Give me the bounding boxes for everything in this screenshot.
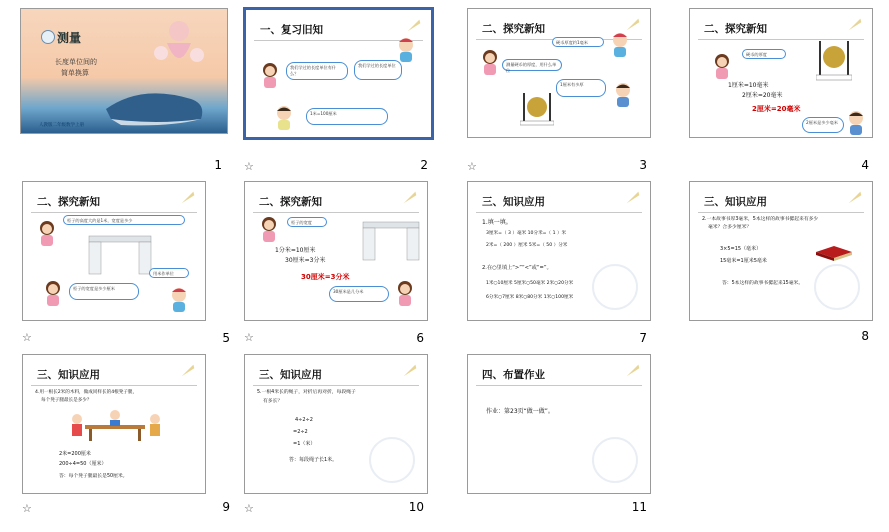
quill-icon: [846, 188, 864, 206]
slide-thumbnail-2[interactable]: [244, 8, 454, 172]
slide-title: 三、知识应用: [704, 196, 767, 208]
title-divider: [253, 212, 419, 213]
quill-icon: [624, 188, 642, 206]
title-divider: [476, 212, 642, 213]
solution-line: 3×5=15（毫米）: [720, 246, 762, 252]
speech-bubble: 2厘米是多少毫米: [802, 117, 844, 133]
slide-9-preview[interactable]: [22, 354, 206, 494]
slide-title: 三、知识应用: [259, 369, 322, 381]
slide-transition-star-icon[interactable]: ☆: [244, 502, 254, 515]
exercise-heading: 2.在○里填上“>”“<”或“=”。: [482, 265, 552, 271]
slide-title: 二、探究新知: [704, 23, 767, 35]
girl-illustration: [169, 286, 189, 312]
title-divider: [253, 385, 419, 386]
exercise-heading: 1.填一填。: [482, 219, 512, 226]
quill-icon: [179, 361, 197, 379]
slide-thumbnail-11[interactable]: [467, 354, 677, 518]
quill-icon: [401, 188, 419, 206]
slide-number: 10: [408, 500, 424, 514]
title-divider: [31, 385, 197, 386]
equation-line: 1分米=10厘米: [275, 247, 316, 254]
girl-illustration: [396, 36, 416, 62]
slide-thumbnail-4[interactable]: [689, 8, 889, 172]
coin-ruler-illustration: [520, 91, 554, 127]
girl-illustration: [260, 62, 280, 88]
slide-number: 9: [222, 500, 230, 514]
solution-line: 15毫米=1厘米5毫米: [720, 258, 767, 264]
slide-title: 一、复习旧知: [260, 24, 323, 36]
speech-bubble: 硬币厚度约1毫米: [552, 37, 604, 47]
homework-text: 作业：第23页“做一做”。: [486, 408, 554, 415]
problem-text: 5.一根4米长的绳子，对折后再对折，每段绳子: [257, 390, 356, 395]
problem-text: 每个凳子腿最长是多少？: [41, 398, 92, 403]
slide-number: 7: [639, 331, 647, 345]
slide-3-preview[interactable]: [467, 8, 651, 138]
highlighted-answer: 2厘米=20毫米: [752, 105, 801, 113]
speech-bubble: 柜子的宽度: [287, 217, 327, 227]
slide-6-preview[interactable]: [244, 181, 428, 321]
speech-bubble: 用米作单位: [149, 268, 189, 278]
slide-7-preview[interactable]: [467, 181, 651, 321]
equation-line: 30厘米=3分米: [285, 257, 326, 264]
slide-1-badge-icon: [41, 30, 55, 44]
coin-ruler-illustration: [816, 39, 852, 83]
slide-thumbnail-5[interactable]: [22, 181, 232, 345]
slide-title: 二、探究新知: [482, 23, 545, 35]
slide-thumbnail-1[interactable]: [20, 8, 230, 172]
exercise-row: 1米○10厘米 5厘米○50毫米 2米○20分米: [486, 281, 574, 286]
slide-number: 4: [861, 158, 869, 172]
slide-transition-star-icon[interactable]: ☆: [467, 160, 477, 173]
solution-line: =2÷2: [293, 429, 308, 435]
boy-illustration: [274, 104, 294, 130]
quill-icon: [179, 188, 197, 206]
solution-line: 200÷4=50（厘米）: [59, 461, 107, 467]
girl-illustration: [37, 220, 57, 246]
cabinet-illustration: [85, 230, 155, 276]
title-divider: [698, 212, 864, 213]
title-divider: [31, 212, 197, 213]
girl-illustration: [712, 53, 732, 79]
slide-title: 三、知识应用: [482, 196, 545, 208]
speech-bubble: 1厘米有多厚: [556, 79, 606, 97]
speech-bubble: 我们学过的长度单位有什么？: [286, 62, 348, 80]
problem-text: 2.一本故事书厚3毫米，5本这样的故事书摞起来有多少: [702, 217, 819, 222]
slide-number: 8: [861, 329, 869, 343]
quill-icon: [624, 361, 642, 379]
slide-number: 1: [214, 158, 222, 172]
slide-1-preview[interactable]: [20, 8, 228, 134]
answer-line: 答：每段绳子长1米。: [289, 457, 338, 463]
highlighted-answer: 30厘米=3分米: [301, 273, 350, 281]
girl-illustration: [43, 280, 63, 306]
equation-line: 1厘米=10毫米: [728, 82, 769, 89]
speech-bubble: 1米=100厘米: [306, 108, 388, 125]
speech-bubble: 30厘米是几分米: [329, 286, 389, 302]
slide-thumbnail-7[interactable]: [467, 181, 677, 345]
speech-bubble: 柜子的高度大约是1米，宽度是多少: [63, 215, 185, 225]
title-divider: [476, 385, 642, 386]
answer-line: 答：5本这样的故事书摞起来15毫米。: [722, 281, 804, 286]
slide-10-preview[interactable]: [244, 354, 428, 494]
slide-title: 二、探究新知: [259, 196, 322, 208]
slide-1-subtitle-1: 长度单位间的: [55, 58, 97, 66]
exercise-row: 6分米○7厘米 8米○80分米 1米○100厘米: [486, 295, 574, 300]
slide-4-preview[interactable]: [689, 8, 873, 138]
equation-line: 2厘米=20毫米: [742, 92, 783, 99]
slide-number: 6: [416, 331, 424, 345]
carpentry-illustration: [65, 409, 165, 443]
slide-number: 2: [420, 158, 428, 172]
problem-text: 毫米？合多少厘米？: [708, 225, 752, 230]
slide-thumbnail-3[interactable]: [467, 8, 677, 172]
slide-transition-star-icon[interactable]: ☆: [22, 502, 32, 515]
slide-title: 四、布置作业: [482, 369, 545, 381]
slide-title: 二、探究新知: [37, 196, 100, 208]
slide-number: 11: [631, 500, 647, 514]
exercise-row: 2米=（ 200 ）厘米 5米=（ 50 ）分米: [486, 243, 568, 248]
watermark-logo-icon: [592, 264, 638, 310]
slide-2-preview[interactable]: [243, 7, 434, 140]
speech-bubble: 我们学过的长度单位: [354, 60, 402, 80]
slide-thumbnail-9[interactable]: [22, 354, 232, 518]
quill-icon: [405, 16, 423, 34]
girl-illustration: [480, 49, 500, 75]
slide-1-footer: 人教版二年级数学上册: [39, 123, 84, 128]
slide-thumbnail-10[interactable]: [244, 354, 454, 518]
slide-1-subtitle-2: 简单换算: [61, 69, 89, 77]
solution-line: 2米=200厘米: [59, 451, 91, 457]
slide-transition-star-icon[interactable]: ☆: [244, 331, 254, 344]
girl-illustration: [610, 31, 630, 57]
girl-illustration: [395, 280, 415, 306]
quill-icon: [401, 361, 419, 379]
answer-line: 答：每个凳子腿最长是50厘米。: [59, 474, 128, 479]
slide-11-preview[interactable]: [467, 354, 651, 494]
fairy-illustration: [149, 13, 209, 75]
watermark-logo-icon: [369, 437, 415, 483]
slide-thumbnail-6[interactable]: [244, 181, 454, 345]
slide-number: 5: [222, 331, 230, 345]
solution-line: 4÷2÷2: [295, 417, 313, 423]
slide-5-preview[interactable]: [22, 181, 206, 321]
speech-bubble: 柜子的宽度是多少厘米: [69, 283, 139, 300]
exercise-row: 3厘米=（ 3 ）毫米 10分米=（ 1 ）米: [486, 231, 567, 236]
slide-number: 3: [639, 158, 647, 172]
boy-illustration: [846, 109, 866, 135]
whale-illustration: [101, 79, 211, 129]
boy-illustration: [613, 81, 633, 107]
slide-title: 三、知识应用: [37, 369, 100, 381]
girl-illustration: [259, 216, 279, 242]
slide-transition-star-icon[interactable]: ☆: [22, 331, 32, 344]
slide-8-preview[interactable]: [689, 181, 873, 321]
book-illustration: [814, 242, 854, 262]
problem-text: 有多长？: [263, 399, 283, 404]
problem-text: 4.用一根长2米的木料，做成同样长的4根凳子腿，: [35, 390, 138, 395]
watermark-logo-icon: [814, 264, 860, 310]
speech-bubble: 测量硬币的厚度，用什么单位: [502, 59, 562, 71]
speech-bubble: 硬币的厚度: [742, 49, 786, 59]
solution-line: =1（米）: [293, 441, 316, 447]
watermark-logo-icon: [592, 437, 638, 483]
cabinet-illustration: [361, 218, 421, 262]
slide-1-title: 测量: [57, 31, 82, 45]
slide-transition-star-icon[interactable]: ☆: [244, 160, 254, 173]
quill-icon: [846, 15, 864, 33]
slide-thumbnail-8[interactable]: [689, 181, 889, 345]
